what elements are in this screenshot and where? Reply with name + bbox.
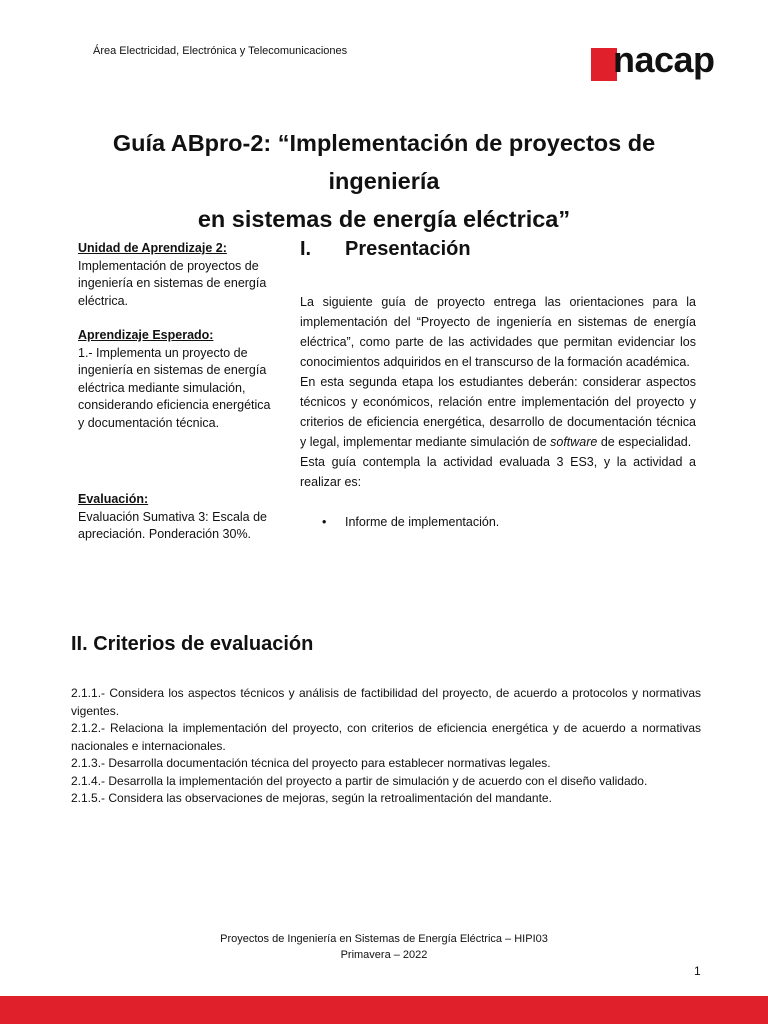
evaluacion-block (78, 491, 278, 544)
unidad-text: Implementación de proyectos de ingeniería en sistemas de energía eléctrica. (78, 258, 267, 308)
p2-text-before: En esta segunda etapa los estudiantes deberán: considerar aspectos técnicos y económicos, relación entre implementación del proyecto y criterios de eficiencia energética, desarrollo de documentación técnica y legal, implementar mediante simulación de (300, 375, 696, 449)
footer-course: Proyectos de Ingeniería en Sistemas de Energía Eléctrica – HIPI03 (220, 933, 548, 945)
presentacion-heading (300, 238, 471, 261)
evaluacion-heading: Evaluación: (78, 492, 149, 506)
p2-italic-software: software (550, 435, 598, 449)
criterio-item: 2.1.2.- Relaciona la implementación del proyecto, con criterios de eficiencia energética y de acuerdo a normativas nacionales e internacionales. (71, 721, 701, 753)
criterios-list (71, 685, 701, 808)
header-area-label: Área Electricidad, Electrónica y Telecomunicaciones (93, 45, 348, 57)
activity-text: Informe de implementación. (345, 515, 500, 529)
unidad-heading: Unidad de Aprendizaje 2: (78, 241, 227, 255)
footer-red-bar (0, 996, 768, 1024)
criterios-heading: II. Criterios de evaluación (71, 633, 314, 655)
logo-wordmark: nacap (613, 39, 715, 80)
presentacion-body (300, 292, 696, 492)
criterio-item: 2.1.4.- Desarrolla la implementación del proyecto a partir de simulación y de acuerdo con el diseño validado. (71, 773, 648, 788)
presentacion-paragraph-3: Esta guía contempla la actividad evaluada 3 ES3, y la actividad a realizar es: (300, 455, 696, 489)
criterio-item: 2.1.3.- Desarrolla documentación técnica del proyecto para establecer normativas legales. (71, 756, 551, 770)
aprendizaje-heading: Aprendizaje Esperado: (78, 328, 214, 342)
presentacion-title: Presentación (345, 238, 471, 260)
evaluacion-text: Evaluación Sumativa 3: Escala de apreciación. Ponderación 30%. (78, 509, 267, 541)
footer-term: Primavera – 2022 (340, 949, 428, 961)
presentacion-paragraph-2 (300, 372, 696, 452)
presentacion-paragraph-1: La siguiente guía de proyecto entrega las orientaciones para la implementación del “Proyecto de ingeniería en sistemas de energía eléctrica”, como parte de las actividades que permitan evidenciar los conocimientos adquiridos en el transcurso de la formación académica. (300, 295, 696, 369)
unidad-block (78, 240, 278, 310)
page-number: 1 (694, 964, 701, 978)
bullet-icon: • (322, 515, 327, 529)
presentacion-number: I. (300, 238, 312, 260)
inacap-logo (591, 39, 731, 87)
activity-list-item (322, 512, 499, 532)
criterio-item: 2.1.5.- Considera las observaciones de mejoras, según la retroalimentación del mandante. (71, 791, 552, 805)
page-title (60, 124, 708, 238)
title-line-2: en sistemas de energía eléctrica” (197, 206, 571, 232)
criterio-item: 2.1.1.- Considera los aspectos técnicos y análisis de factibilidad del proyecto, de acuerdo a protocolos y normativas vigentes. (71, 686, 701, 718)
aprendizaje-block (78, 327, 278, 432)
p2-text-after: de especialidad. (597, 435, 692, 449)
page-footer (0, 931, 768, 963)
title-line-1: Guía ABpro-2: “Implementación de proyectos de ingeniería (112, 130, 656, 194)
aprendizaje-text: 1.- Implementa un proyecto de ingeniería en sistemas de energía eléctrica mediante simulación, considerando eficiencia energética y documentación técnica. (78, 345, 271, 430)
